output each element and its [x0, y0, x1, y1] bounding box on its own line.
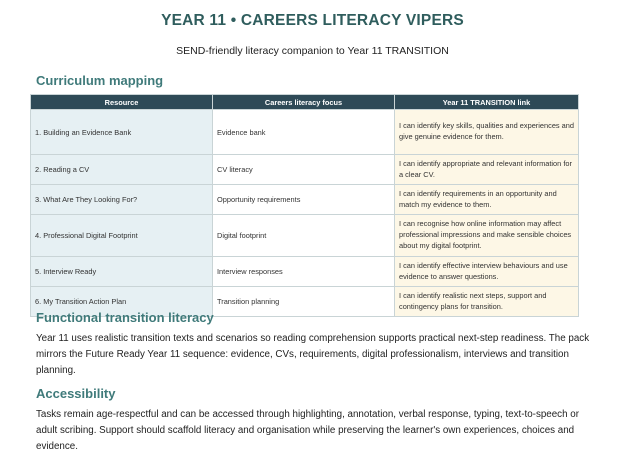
link-cell: I can identify effective interview behaviours and use evidence to answer questions. [395, 257, 579, 287]
accessibility-paragraph: Tasks remain age-respectful and can be accessed through highlighting, annotation, verbal response, typing, text-to-speech or adult scribing. Support should scaffold literacy and organisation while preserving the learner's own experiences, choices and evidence. [36, 409, 579, 452]
functional-literacy-paragraph: Year 11 uses realistic transition texts and scenarios so reading comprehension supports practical next-step readiness. The pack mirrors the Future Ready Year 11 sequence: evidence, CVs, requirements, digital professionalism, interviews and transition planning. [36, 333, 590, 376]
focus-cell: CV literacy [213, 155, 395, 185]
resource-cell: 4. Professional Digital Footprint [31, 215, 213, 257]
table-row [31, 185, 579, 215]
resource-cell: 3. What Are They Looking For? [31, 185, 213, 215]
link-cell: I can identify realistic next steps, support and contingency plans for transition. [395, 287, 579, 317]
resource-cell: 5. Interview Ready [31, 257, 213, 287]
table-row [31, 155, 579, 185]
document-title: YEAR 11 • CAREERS LITERACY VIPERS [161, 12, 464, 29]
focus-cell: Transition planning [213, 287, 395, 317]
focus-cell: Digital footprint [213, 215, 395, 257]
link-cell: I can identify requirements in an opportunity and match my evidence to them. [395, 185, 579, 215]
table-row [31, 215, 579, 257]
resource-cell: 6. My Transition Action Plan [31, 287, 213, 317]
link-cell: I can recognise how online information may affect professional impressions and make sensible choices about my digital footprint. [395, 215, 579, 257]
resource-cell: 2. Reading a CV [31, 155, 213, 185]
link-cell: I can identify key skills, qualities and experiences and give genuine evidence for them. [395, 110, 579, 155]
column-header-link: Year 11 TRANSITION link [395, 95, 579, 110]
curriculum-table [30, 94, 579, 317]
curriculum-table-container [30, 94, 578, 317]
resource-cell: 1. Building an Evidence Bank [31, 110, 213, 155]
column-header-focus: Careers literacy focus [213, 95, 395, 110]
table-row [31, 110, 579, 155]
accessibility-heading: Accessibility [36, 386, 116, 401]
column-header-resource: Resource [31, 95, 213, 110]
curriculum-heading: Curriculum mapping [36, 73, 164, 88]
focus-cell: Evidence bank [213, 110, 395, 155]
focus-cell: Opportunity requirements [213, 185, 395, 215]
table-header-row [31, 95, 579, 110]
focus-cell: Interview responses [213, 257, 395, 287]
link-cell: I can identify appropriate and relevant information for a clear CV. [395, 155, 579, 185]
functional-literacy-heading: Functional transition literacy [36, 310, 214, 325]
document-subtitle: SEND-friendly literacy companion to Year 11 TRANSITION [176, 45, 449, 57]
table-row [31, 257, 579, 287]
